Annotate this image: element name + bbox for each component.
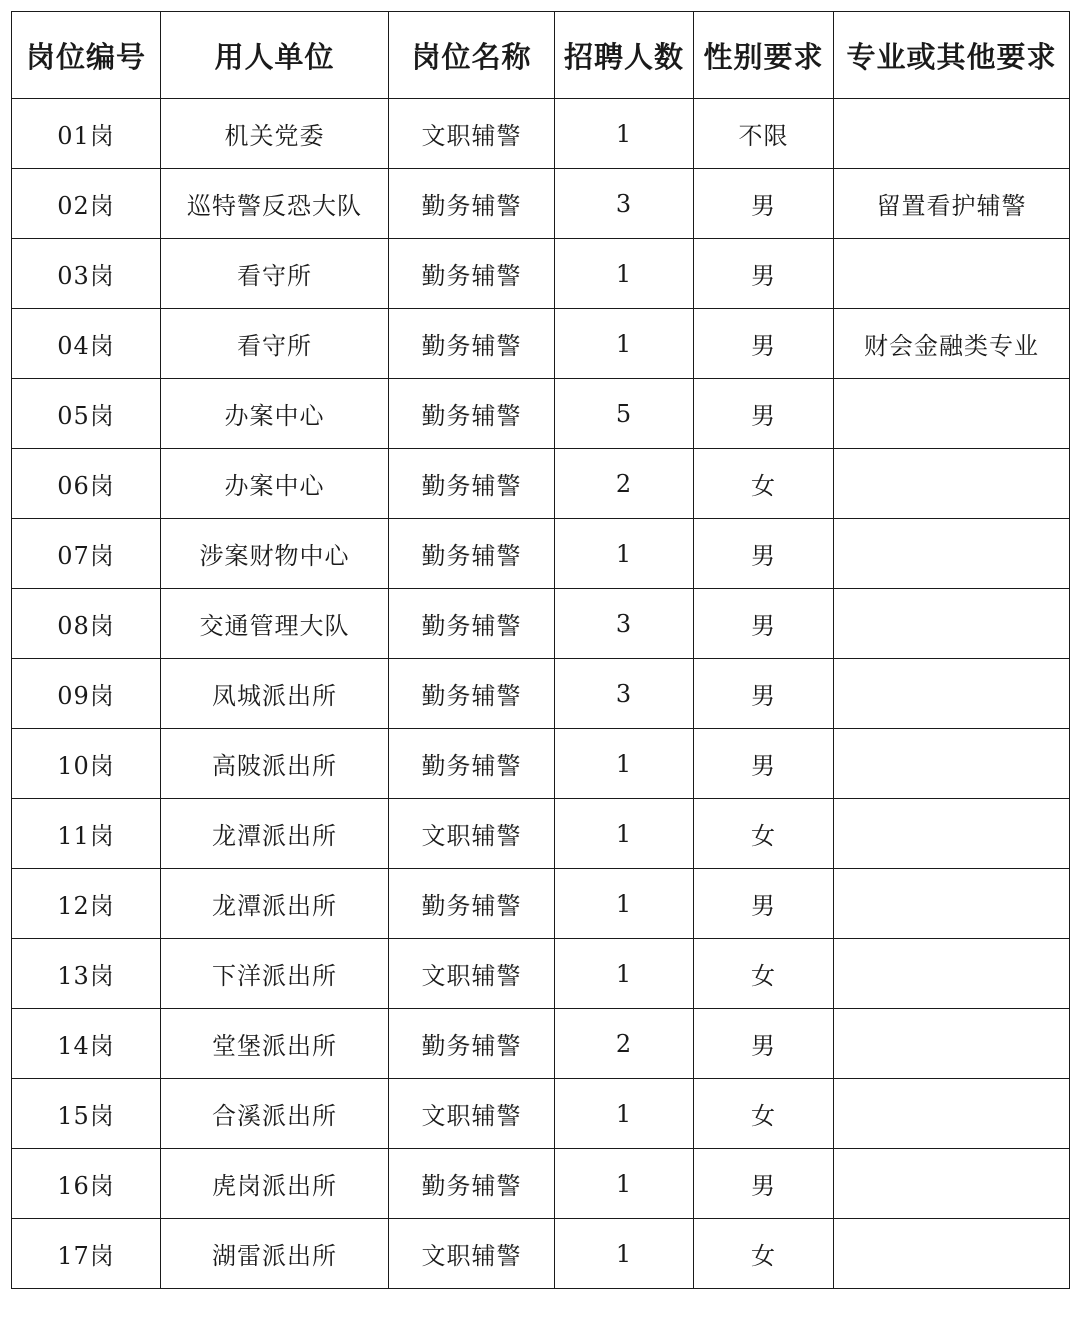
gender-requirement-cell: 女 bbox=[694, 1079, 834, 1149]
hire-count-cell: 1 bbox=[555, 1219, 694, 1289]
other-requirements-cell bbox=[834, 869, 1070, 939]
position-name-cell: 勤务辅警 bbox=[389, 169, 555, 239]
gender-requirement-cell: 男 bbox=[694, 519, 834, 589]
employer-cell: 龙潭派出所 bbox=[161, 799, 389, 869]
table-body bbox=[12, 99, 1070, 1289]
position-id-cell: 01岗 bbox=[12, 99, 161, 169]
gender-requirement-cell: 女 bbox=[694, 449, 834, 519]
position-id-cell: 06岗 bbox=[12, 449, 161, 519]
hire-count-cell: 1 bbox=[555, 1079, 694, 1149]
position-id-cell: 05岗 bbox=[12, 379, 161, 449]
position-id-cell: 08岗 bbox=[12, 589, 161, 659]
employer-cell: 凤城派出所 bbox=[161, 659, 389, 729]
table-row bbox=[12, 1149, 1070, 1219]
position-name-cell: 文职辅警 bbox=[389, 99, 555, 169]
employer-cell: 办案中心 bbox=[161, 379, 389, 449]
position-id-cell: 15岗 bbox=[12, 1079, 161, 1149]
table-row bbox=[12, 519, 1070, 589]
gender-requirement-cell: 男 bbox=[694, 659, 834, 729]
hire-count-cell: 3 bbox=[555, 589, 694, 659]
gender-requirement-cell: 男 bbox=[694, 729, 834, 799]
employer-cell: 高陂派出所 bbox=[161, 729, 389, 799]
employer-cell: 办案中心 bbox=[161, 449, 389, 519]
employer-cell: 巡特警反恐大队 bbox=[161, 169, 389, 239]
position-id-cell: 09岗 bbox=[12, 659, 161, 729]
position-id-cell: 17岗 bbox=[12, 1219, 161, 1289]
gender-requirement-cell: 男 bbox=[694, 869, 834, 939]
table-row bbox=[12, 449, 1070, 519]
header-employer: 用人单位 bbox=[161, 12, 389, 99]
hire-count-cell: 1 bbox=[555, 309, 694, 379]
other-requirements-cell bbox=[834, 939, 1070, 1009]
position-id-cell: 12岗 bbox=[12, 869, 161, 939]
header-gender-requirement: 性别要求 bbox=[694, 12, 834, 99]
hire-count-cell: 1 bbox=[555, 869, 694, 939]
table-row bbox=[12, 379, 1070, 449]
position-id-cell: 11岗 bbox=[12, 799, 161, 869]
other-requirements-cell bbox=[834, 519, 1070, 589]
other-requirements-cell bbox=[834, 659, 1070, 729]
other-requirements-cell bbox=[834, 1079, 1070, 1149]
hire-count-cell: 2 bbox=[555, 449, 694, 519]
other-requirements-cell bbox=[834, 799, 1070, 869]
hire-count-cell: 1 bbox=[555, 239, 694, 309]
position-name-cell: 勤务辅警 bbox=[389, 379, 555, 449]
employer-cell: 看守所 bbox=[161, 309, 389, 379]
employer-cell: 堂堡派出所 bbox=[161, 1009, 389, 1079]
position-name-cell: 文职辅警 bbox=[389, 939, 555, 1009]
hire-count-cell: 1 bbox=[555, 939, 694, 1009]
gender-requirement-cell: 男 bbox=[694, 589, 834, 659]
table-row bbox=[12, 1009, 1070, 1079]
position-name-cell: 勤务辅警 bbox=[389, 869, 555, 939]
gender-requirement-cell: 男 bbox=[694, 309, 834, 379]
table-header-row bbox=[12, 12, 1070, 99]
position-name-cell: 勤务辅警 bbox=[389, 309, 555, 379]
gender-requirement-cell: 女 bbox=[694, 1219, 834, 1289]
header-hire-count: 招聘人数 bbox=[555, 12, 694, 99]
gender-requirement-cell: 男 bbox=[694, 379, 834, 449]
table-row bbox=[12, 869, 1070, 939]
position-name-cell: 勤务辅警 bbox=[389, 1149, 555, 1219]
gender-requirement-cell: 不限 bbox=[694, 99, 834, 169]
hire-count-cell: 1 bbox=[555, 519, 694, 589]
hire-count-cell: 2 bbox=[555, 1009, 694, 1079]
position-name-cell: 文职辅警 bbox=[389, 1079, 555, 1149]
hire-count-cell: 1 bbox=[555, 1149, 694, 1219]
table-row bbox=[12, 309, 1070, 379]
position-name-cell: 文职辅警 bbox=[389, 1219, 555, 1289]
employer-cell: 交通管理大队 bbox=[161, 589, 389, 659]
employer-cell: 湖雷派出所 bbox=[161, 1219, 389, 1289]
position-id-cell: 13岗 bbox=[12, 939, 161, 1009]
table-row bbox=[12, 939, 1070, 1009]
position-name-cell: 勤务辅警 bbox=[389, 519, 555, 589]
other-requirements-cell bbox=[834, 1219, 1070, 1289]
position-name-cell: 勤务辅警 bbox=[389, 1009, 555, 1079]
position-name-cell: 勤务辅警 bbox=[389, 659, 555, 729]
employer-cell: 合溪派出所 bbox=[161, 1079, 389, 1149]
other-requirements-cell bbox=[834, 379, 1070, 449]
employer-cell: 虎岗派出所 bbox=[161, 1149, 389, 1219]
table-row bbox=[12, 659, 1070, 729]
position-id-cell: 03岗 bbox=[12, 239, 161, 309]
gender-requirement-cell: 男 bbox=[694, 169, 834, 239]
other-requirements-cell: 财会金融类专业 bbox=[834, 309, 1070, 379]
employer-cell: 机关党委 bbox=[161, 99, 389, 169]
hire-count-cell: 3 bbox=[555, 659, 694, 729]
header-position-name: 岗位名称 bbox=[389, 12, 555, 99]
position-id-cell: 16岗 bbox=[12, 1149, 161, 1219]
other-requirements-cell bbox=[834, 729, 1070, 799]
position-id-cell: 10岗 bbox=[12, 729, 161, 799]
position-id-cell: 04岗 bbox=[12, 309, 161, 379]
employer-cell: 下洋派出所 bbox=[161, 939, 389, 1009]
employer-cell: 龙潭派出所 bbox=[161, 869, 389, 939]
position-name-cell: 勤务辅警 bbox=[389, 589, 555, 659]
hire-count-cell: 5 bbox=[555, 379, 694, 449]
other-requirements-cell bbox=[834, 99, 1070, 169]
table-row bbox=[12, 589, 1070, 659]
hire-count-cell: 1 bbox=[555, 729, 694, 799]
hire-count-cell: 3 bbox=[555, 169, 694, 239]
employer-cell: 涉案财物中心 bbox=[161, 519, 389, 589]
table-row bbox=[12, 99, 1070, 169]
other-requirements-cell: 留置看护辅警 bbox=[834, 169, 1070, 239]
other-requirements-cell bbox=[834, 239, 1070, 309]
table-row bbox=[12, 169, 1070, 239]
position-name-cell: 勤务辅警 bbox=[389, 239, 555, 309]
gender-requirement-cell: 男 bbox=[694, 1149, 834, 1219]
table-row bbox=[12, 799, 1070, 869]
hire-count-cell: 1 bbox=[555, 799, 694, 869]
table-row bbox=[12, 729, 1070, 799]
position-id-cell: 14岗 bbox=[12, 1009, 161, 1079]
position-id-cell: 02岗 bbox=[12, 169, 161, 239]
table-row bbox=[12, 239, 1070, 309]
position-id-cell: 07岗 bbox=[12, 519, 161, 589]
table-row bbox=[12, 1219, 1070, 1289]
header-position-id: 岗位编号 bbox=[12, 12, 161, 99]
gender-requirement-cell: 女 bbox=[694, 939, 834, 1009]
position-name-cell: 勤务辅警 bbox=[389, 729, 555, 799]
hire-count-cell: 1 bbox=[555, 99, 694, 169]
other-requirements-cell bbox=[834, 1149, 1070, 1219]
gender-requirement-cell: 男 bbox=[694, 1009, 834, 1079]
gender-requirement-cell: 男 bbox=[694, 239, 834, 309]
gender-requirement-cell: 女 bbox=[694, 799, 834, 869]
other-requirements-cell bbox=[834, 1009, 1070, 1079]
other-requirements-cell bbox=[834, 449, 1070, 519]
employer-cell: 看守所 bbox=[161, 239, 389, 309]
table-row bbox=[12, 1079, 1070, 1149]
recruitment-table bbox=[11, 11, 1070, 1289]
header-other-requirements: 专业或其他要求 bbox=[834, 12, 1070, 99]
position-name-cell: 勤务辅警 bbox=[389, 449, 555, 519]
other-requirements-cell bbox=[834, 589, 1070, 659]
position-name-cell: 文职辅警 bbox=[389, 799, 555, 869]
